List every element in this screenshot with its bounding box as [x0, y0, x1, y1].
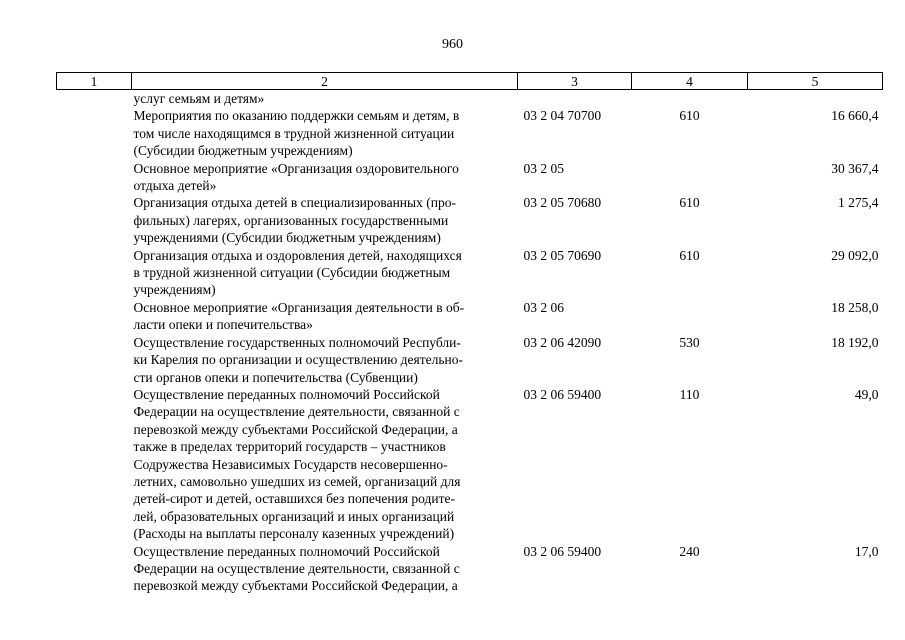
row-name-line: ласти опеки и попечительства»	[133, 317, 313, 333]
row-name-line: (Субсидии бюджетным учреждениям)	[133, 143, 353, 159]
row-code: 03 2 06 42090	[523, 334, 602, 350]
row-name-line: Организация отдыха и оздоровления детей, находящихся	[133, 247, 462, 263]
table-row	[57, 160, 883, 195]
row-col-1	[57, 160, 132, 195]
row-name-line: Мероприятия по оказанию поддержки семьям и детям, в	[133, 108, 460, 124]
row-name-line: Федерации на осуществление деятельности, связанной с	[133, 404, 460, 420]
row-amount: 29 092,0	[831, 247, 879, 263]
row-name-line: (Расходы на выплаты персоналу казенных учреждений)	[133, 526, 455, 542]
table-row	[57, 90, 883, 108]
table-row	[57, 299, 883, 334]
row-code: 03 2 06 59400	[523, 386, 602, 402]
row-name-line: том числе находящимся в трудной жизненной ситуации	[133, 125, 455, 141]
row-amount: 17,0	[854, 543, 879, 559]
table-row	[57, 107, 883, 159]
row-expense-type: 610	[679, 247, 700, 263]
row-amount: 1 275,4	[838, 195, 879, 211]
table-row	[57, 194, 883, 246]
table-header	[57, 73, 883, 90]
row-name-line: отдыха детей»	[133, 178, 217, 194]
row-name-line: детей-сирот и детей, оставшихся без попечения родите-	[133, 491, 455, 507]
row-code: 03 2 05 70690	[523, 247, 602, 263]
row-col-1	[57, 386, 132, 543]
row-name	[132, 386, 518, 543]
row-amount: 30 367,4	[831, 160, 879, 176]
row-name-line: Осуществление переданных полномочий Российской	[133, 386, 440, 402]
row-name-line: Основное мероприятие «Организация оздоровительного	[133, 160, 459, 176]
row-name-line: фильных) лагерях, организованных государственными	[133, 212, 449, 228]
row-code: 03 2 04 70700	[523, 108, 602, 124]
row-name-line: перевозкой между субъектами Российской Федерации, а	[133, 421, 458, 437]
table-row	[57, 334, 883, 386]
header-col-4: 4	[632, 73, 748, 90]
row-name-line: ки Карелия по организации и осуществлению деятельно-	[133, 352, 463, 368]
row-code: 03 2 06 59400	[523, 543, 602, 559]
row-col-1	[57, 334, 132, 386]
row-name-line: Осуществление переданных полномочий Российской	[133, 543, 440, 559]
row-name	[132, 334, 518, 386]
row-col-1	[57, 247, 132, 299]
row-name-line: учреждениями (Субсидии бюджетным учреждениям)	[133, 230, 441, 246]
row-expense-type: 110	[679, 386, 700, 402]
row-expense-type: 240	[679, 543, 700, 559]
row-amount: 49,0	[854, 386, 879, 402]
row-name	[132, 90, 518, 108]
table-row	[57, 247, 883, 299]
row-name-line: летних, самовольно ушедших из семей, организаций для	[133, 473, 461, 489]
row-name-line: Содружества Независимых Государств несовершенно-	[133, 456, 448, 472]
row-name	[132, 160, 518, 195]
row-name	[132, 543, 518, 595]
row-name-line: перевозкой между субъектами Российской Федерации, а	[133, 578, 458, 594]
row-code: 03 2 06	[523, 299, 564, 315]
header-col-3: 3	[518, 73, 632, 90]
row-expense-type	[632, 90, 748, 108]
row-code: 03 2 05	[523, 160, 564, 176]
row-col-1	[57, 299, 132, 334]
row-expense-type: 610	[679, 195, 700, 211]
row-name	[132, 194, 518, 246]
row-expense-type: 530	[679, 334, 700, 350]
row-expense-type	[632, 160, 748, 195]
table-row	[57, 386, 883, 543]
row-amount	[748, 90, 883, 108]
row-code: 03 2 05 70680	[523, 195, 602, 211]
row-amount: 18 258,0	[831, 299, 879, 315]
row-name	[132, 107, 518, 159]
row-code	[518, 90, 632, 108]
row-amount: 16 660,4	[831, 108, 879, 124]
row-name-line: Организация отдыха детей в специализированных (про-	[133, 195, 456, 211]
row-name-line: Основное мероприятие «Организация деятельности в об-	[133, 299, 465, 315]
row-expense-type	[632, 299, 748, 334]
row-col-1	[57, 194, 132, 246]
table-body	[57, 90, 883, 595]
row-expense-type: 610	[679, 108, 700, 124]
row-name-line: учреждениям)	[133, 282, 216, 298]
row-name-line: в трудной жизненной ситуации (Субсидии бюджетным	[133, 265, 451, 281]
row-name-line: Федерации на осуществление деятельности, связанной с	[133, 560, 460, 576]
row-name-line: сти органов опеки и попечительства (Субвенции)	[133, 369, 418, 385]
row-col-1	[57, 543, 132, 595]
row-col-1	[57, 90, 132, 108]
row-name-line: также в пределах территорий государств – участников	[133, 439, 446, 455]
header-col-5: 5	[748, 73, 883, 90]
budget-table	[56, 72, 883, 595]
row-col-1	[57, 107, 132, 159]
row-name-line: лей, образовательных организаций и иных организаций	[133, 508, 455, 524]
header-row	[57, 73, 883, 90]
header-col-2: 2	[132, 73, 518, 90]
table-row	[57, 543, 883, 595]
row-amount: 18 192,0	[831, 334, 879, 350]
header-col-1: 1	[57, 73, 132, 90]
page-number: 960	[442, 37, 463, 52]
row-name	[132, 247, 518, 299]
row-name-line: Осуществление государственных полномочий Республи-	[133, 334, 461, 350]
row-name-line: услуг семьям и детям»	[133, 91, 265, 106]
row-name	[132, 299, 518, 334]
